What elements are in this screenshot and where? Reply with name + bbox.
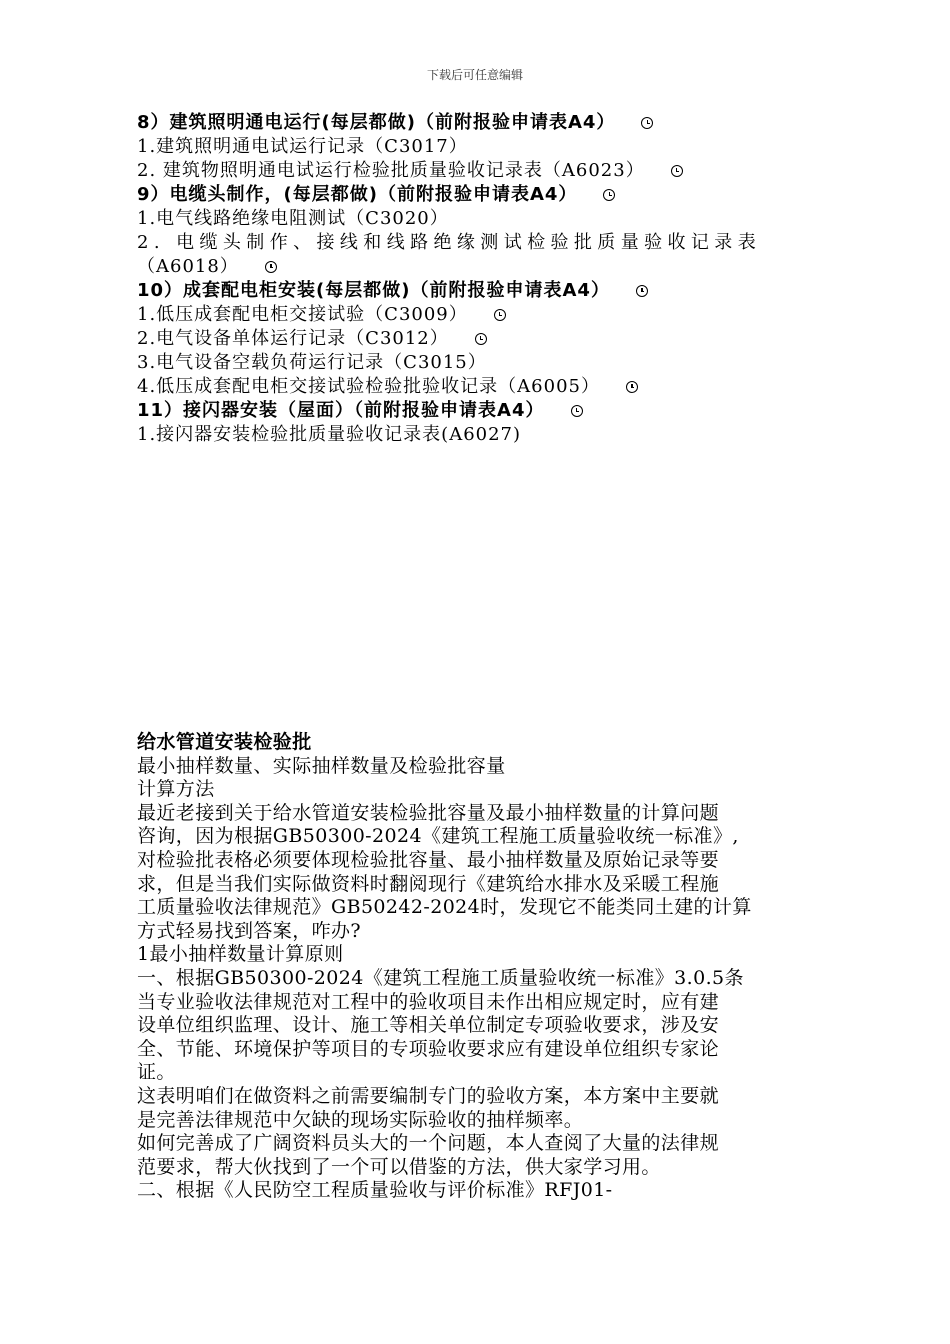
- clock-icon: [603, 189, 615, 201]
- article-line: 全、节能、环境保护等项目的专项验收要求应有建设单位组织专家论: [137, 1037, 720, 1060]
- article-line: 工质量验收法律规范》GB50242-2024时，发现它不能类同土建的计算: [137, 896, 752, 919]
- clock-icon: [571, 405, 583, 417]
- article-title: 给水管道安装检验批: [137, 731, 312, 753]
- section-heading: [137, 111, 817, 135]
- clock-icon: [475, 333, 487, 345]
- list-item: [137, 303, 817, 327]
- list-item: [137, 159, 817, 183]
- article-line: 方式轻易找到答案，咋办?: [137, 919, 361, 942]
- list-item-text: 10）成套配电柜安装(每层都做)（前附报验申请表A4）: [137, 280, 610, 301]
- list-item-text: 8）建筑照明通电运行(每层都做)（前附报验申请表A4）: [137, 112, 616, 133]
- article-line: 二、根据《人民防空工程质量验收与评价标准》RFJ01-: [137, 1179, 613, 1202]
- article-line: 如何完善成了广阔资料员头大的一个问题，本人查阅了大量的法律规: [137, 1132, 720, 1155]
- clock-icon: [626, 381, 638, 393]
- list-item-text: 1.低压成套配电柜交接试验（C3009）: [137, 304, 468, 325]
- list-item: [137, 135, 817, 159]
- list-item-text: 3.电气设备空载负荷运行记录（C3015）: [137, 352, 487, 373]
- article-line: 是完善法律规范中欠缺的现场实际验收的抽样频率。: [137, 1108, 584, 1131]
- clock-icon: [641, 117, 653, 129]
- list-item: [137, 327, 817, 351]
- list-item-text: 11）接闪器安装（屋面）（前附报验申请表A4）: [137, 400, 545, 421]
- section-heading: [137, 399, 817, 423]
- article-line: 范要求，帮大伙找到了一个可以借鉴的方法，供大家学习用。: [137, 1155, 661, 1178]
- checklist-section: [137, 111, 817, 447]
- article-line: 对检验批表格必须要体现检验批容量、最小抽样数量及原始记录等要: [137, 848, 720, 871]
- list-item-text: 1.接闪器安装检验批质量验收记录表(A6027): [137, 424, 522, 445]
- list-item: [137, 231, 817, 255]
- article-line: 咨询，因为根据GB50300-2024《建筑工程施工质量验收统一标准》,: [137, 825, 739, 848]
- list-item: [137, 375, 817, 399]
- article-line: 最小抽样数量、实际抽样数量及检验批容量: [137, 754, 506, 777]
- article-line: 当专业验收法律规范对工程中的验收项目未作出相应规定时，应有建: [137, 990, 720, 1013]
- list-item: [137, 255, 817, 279]
- article-section: [137, 731, 817, 1203]
- clock-icon: [671, 165, 683, 177]
- article-line: 计算方法: [137, 778, 215, 801]
- list-item-text: 2. 电缆头制作、接线和线路绝缘测试检验批质量验收记录表: [137, 232, 762, 253]
- article-line: 这表明咱们在做资料之前需要编制专门的验收方案，本方案中主要就: [137, 1084, 720, 1107]
- clock-icon: [494, 309, 506, 321]
- clock-icon: [636, 285, 648, 297]
- list-item-text: 1.电气线路绝缘电阻测试（C3020）: [137, 208, 449, 229]
- list-item-text: （A6018）: [137, 256, 239, 277]
- list-item: [137, 351, 817, 375]
- article-line: 最近老接到关于给水管道安装检验批容量及最小抽样数量的计算问题: [137, 801, 720, 824]
- list-item-text: 2.电气设备单体运行记录（C3012）: [137, 328, 449, 349]
- article-line: 1最小抽样数量计算原则: [137, 943, 344, 966]
- section-heading: [137, 183, 817, 207]
- article-line: 一、根据GB50300-2024《建筑工程施工质量验收统一标准》3.0.5条: [137, 966, 744, 989]
- list-item: [137, 423, 817, 447]
- list-item-text: 9）电缆头制作，(每层都做)（前附报验申请表A4）: [137, 184, 578, 205]
- list-item-text: 1.建筑照明通电试运行记录（C3017）: [137, 136, 468, 157]
- article-line: 证。: [137, 1061, 176, 1084]
- page-header: 下载后可任意编辑: [426, 68, 523, 82]
- list-item-text: 4.低压成套配电柜交接试验检验批验收记录（A6005）: [137, 376, 600, 397]
- list-item-text: 2. 建筑物照明通电试运行检验批质量验收记录表（A6023）: [137, 160, 645, 181]
- section-heading: [137, 279, 817, 303]
- list-item: [137, 207, 817, 231]
- article-line: 设单位组织监理、设计、施工等相关单位制定专项验收要求，涉及安: [137, 1014, 720, 1037]
- article-line: 求，但是当我们实际做资料时翻阅现行《建筑给水排水及采暖工程施: [137, 872, 720, 895]
- clock-icon: [265, 261, 277, 273]
